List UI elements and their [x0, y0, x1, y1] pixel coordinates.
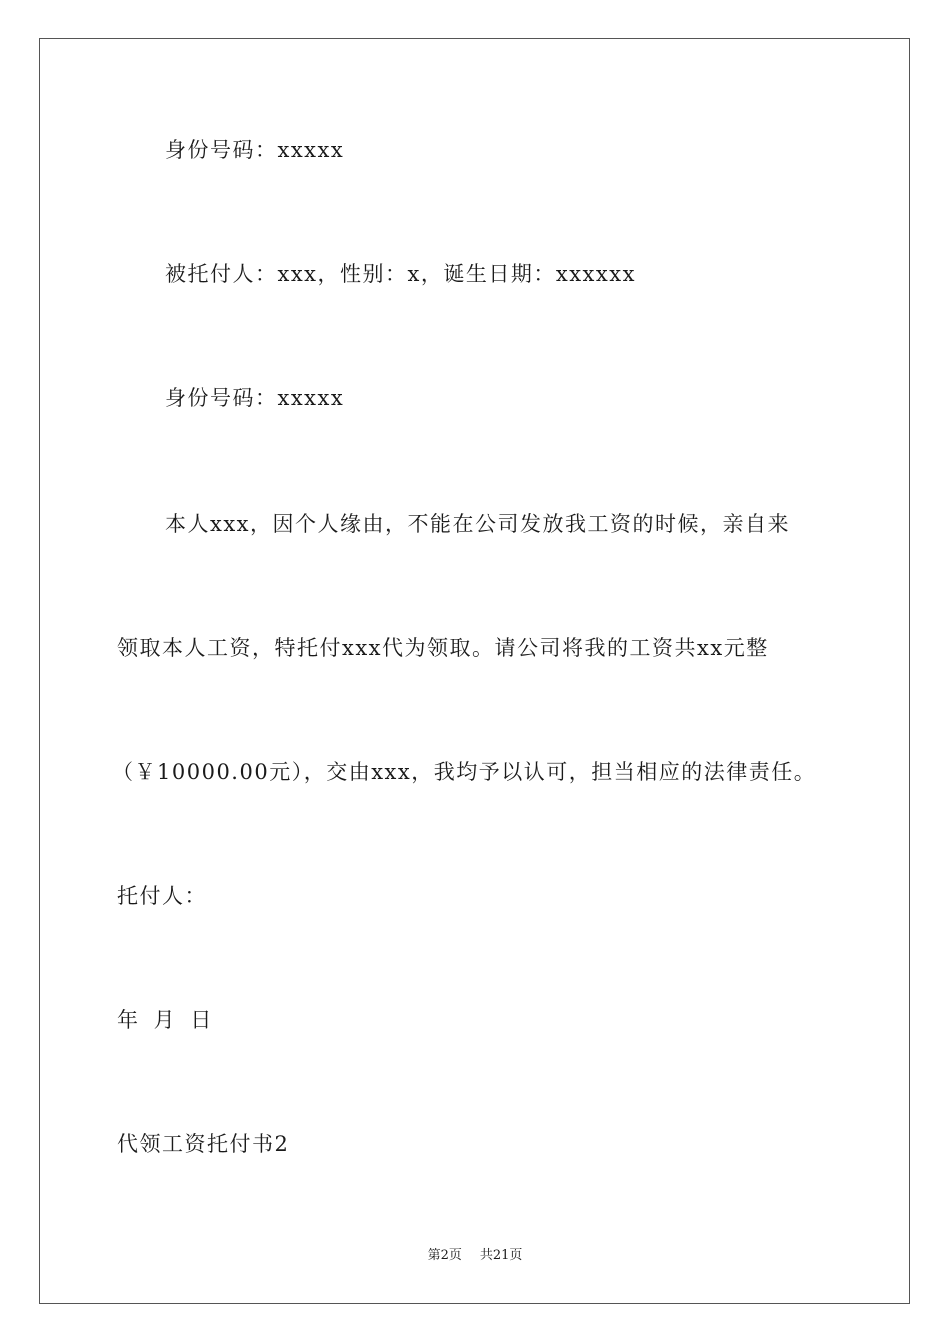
page-border [39, 38, 910, 1304]
page-footer [0, 1247, 950, 1265]
page-number: 第2页 [427, 1248, 462, 1263]
statement-line-2: 领取本人工资，特托付xxx代为领取。请公司将我的工资共xx元整 [117, 636, 769, 660]
section-heading-2: 代领工资托付书2 [117, 1132, 290, 1156]
id-number-line-1: 身份号码：xxxxx [165, 138, 345, 162]
trustee-info-line: 被托付人：xxx，性别：x，诞生日期：xxxxxx [165, 262, 636, 286]
statement-line-3: （￥10000.00元），交由xxx，我均予以认可，担当相应的法律责任。 [112, 760, 817, 784]
date-placeholder: 年 月 日 [117, 1008, 213, 1032]
page-total: 共21页 [479, 1248, 523, 1263]
truster-signature-label: 托付人： [117, 884, 207, 908]
statement-line-1: 本人xxx，因个人缘由，不能在公司发放我工资的时候，亲自来 [165, 512, 791, 536]
id-number-line-2: 身份号码：xxxxx [165, 386, 345, 410]
